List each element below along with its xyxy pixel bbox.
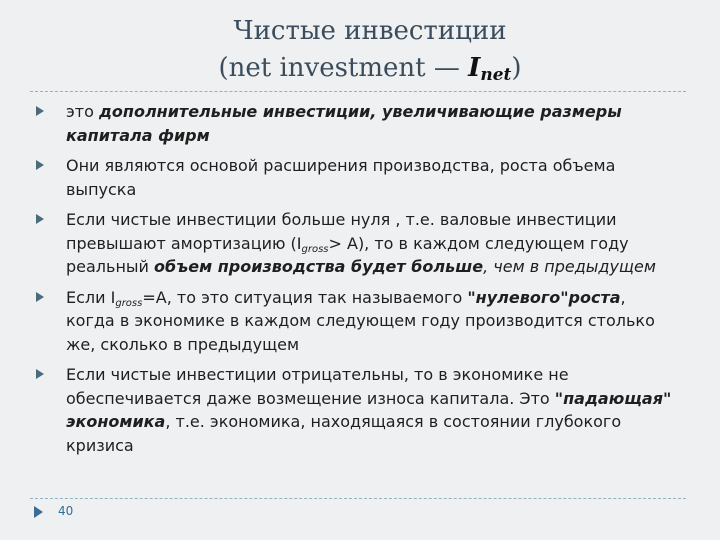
bullet-item xyxy=(36,363,676,457)
bullet-emphasis: "нулевого"роста xyxy=(467,287,621,307)
bullet-text: Они являются основой расширения производства, роста объема выпуска xyxy=(66,156,616,199)
bullet-text: это xyxy=(66,102,99,121)
bullet-emphasis: объем производства будет больше xyxy=(154,257,484,276)
bullet-emphasis: дополнительные инвестиции, увеличивающие размеры капитала фирм xyxy=(66,102,622,145)
title-prefix: (net investment — xyxy=(218,53,469,83)
bullet-text: , т.е. экономика, находящаяся в состоянии глубокого кризиса xyxy=(66,412,622,455)
bullet-item xyxy=(36,100,676,147)
page-marker-icon xyxy=(34,506,43,518)
bullet-text: , когда в экономике в каждом следующем году производится столько же, сколько в предыдущем xyxy=(66,287,655,354)
title-suffix: ) xyxy=(511,53,522,83)
net-investment-symbol: I xyxy=(468,53,481,83)
bullet-emphasis: "падающая" экономика xyxy=(66,388,672,431)
gross-subscript: gross xyxy=(115,297,143,309)
bullet-text: =A, то это ситуация так называемого xyxy=(142,287,468,307)
net-investment-subscript: net xyxy=(480,65,512,85)
bullet-item xyxy=(36,208,676,279)
bullet-arrow-icon xyxy=(36,292,44,302)
bullet-arrow-icon xyxy=(36,160,44,170)
title-line-russian: Чистые инвестиции xyxy=(233,16,507,46)
bullet-text: Если чистые инвестиции больше нуля , т.е. валовые инвестиции превышают амортизацию (I xyxy=(66,210,617,253)
bullet-item xyxy=(36,286,676,357)
title-divider xyxy=(30,91,686,92)
bullet-arrow-icon xyxy=(36,214,44,224)
title-line-english xyxy=(120,50,620,93)
bullet-text: > A), то в каждом следующем году реальный xyxy=(66,233,629,276)
footer-divider xyxy=(30,498,686,499)
slide-title xyxy=(120,14,620,93)
bullet-list xyxy=(36,100,676,464)
bullet-text: Если I xyxy=(66,287,116,307)
bullet-text: Если чистые инвестиции отрицательны, то в экономике не обеспечивается даже возмещение износа капитала. Это xyxy=(66,365,569,408)
bullet-arrow-icon xyxy=(36,106,44,116)
bullet-item xyxy=(36,154,676,201)
bullet-text: , чем в предыдущем xyxy=(483,257,656,276)
bullet-arrow-icon xyxy=(36,369,44,379)
gross-subscript: gross xyxy=(301,243,329,255)
page-number: 40 xyxy=(58,504,74,518)
